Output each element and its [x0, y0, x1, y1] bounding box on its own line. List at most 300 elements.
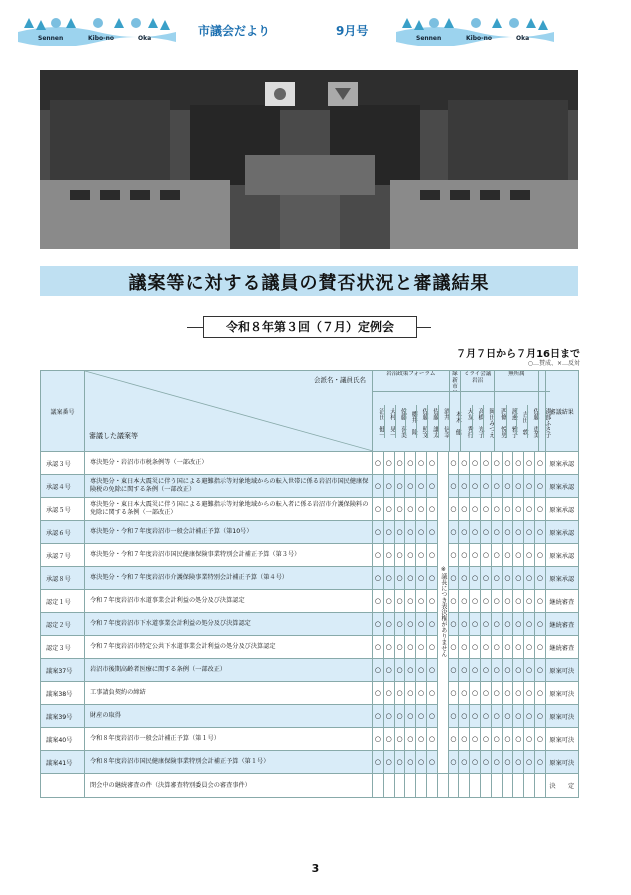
vote-cell: ○: [534, 705, 545, 728]
vote-cell: ○: [448, 705, 459, 728]
vote-cell: ○: [394, 498, 405, 521]
vote-cell: ○: [470, 521, 481, 544]
vote-cell: ○: [502, 613, 513, 636]
vote-cell: ○: [394, 590, 405, 613]
vote-cell: ○: [459, 475, 470, 498]
vote-cell: ○: [416, 544, 427, 567]
bill-number: 承認８号: [41, 567, 85, 590]
faction-name: 岩沼政策フォーラム: [373, 371, 449, 392]
vote-cell: ○: [373, 567, 384, 590]
vote-cell: ○: [459, 498, 470, 521]
vote-cell: ○: [470, 613, 481, 636]
vote-cell: ○: [405, 636, 416, 659]
bill-result: 継続審査: [545, 590, 578, 613]
vote-cell: ○: [513, 475, 524, 498]
vote-cell: ○: [416, 659, 427, 682]
vote-cell: ○: [426, 475, 437, 498]
vote-cell: ○: [491, 659, 502, 682]
vote-cell: ○: [470, 475, 481, 498]
vote-cell: ○: [426, 636, 437, 659]
vote-cell: ○: [534, 613, 545, 636]
vote-cell: ○: [459, 636, 470, 659]
vote-cell: ○: [480, 682, 491, 705]
vote-cell: ○: [416, 475, 427, 498]
vote-legend: ○…賛成、×…反対: [527, 360, 580, 367]
vote-cell: ○: [491, 544, 502, 567]
vote-cell: ○: [534, 475, 545, 498]
bill-number: 議案38号: [41, 682, 85, 705]
vote-cell: ○: [383, 590, 394, 613]
vote-cell: ○: [416, 705, 427, 728]
assembly-hall-photo: [40, 70, 578, 249]
member-name: 酒井 信幸: [438, 405, 449, 438]
vote-cell: ○: [534, 567, 545, 590]
vote-cell: ○: [394, 567, 405, 590]
member-name: 佐藤 謙太: [427, 405, 438, 438]
vote-cell: ○: [491, 705, 502, 728]
page-title: 議案等に対する議員の賛否状況と審議結果: [128, 273, 490, 294]
bill-row: [41, 728, 579, 751]
faction-group: [538, 371, 550, 451]
vote-cell: ○: [394, 613, 405, 636]
vote-cell: ○: [502, 452, 513, 475]
vote-cell: ○: [524, 521, 535, 544]
vote-cell: ○: [524, 636, 535, 659]
bill-number: 認定１号: [41, 590, 85, 613]
vote-cell: ○: [448, 567, 459, 590]
ribbon-word-3: Oka: [138, 35, 152, 42]
vote-cell: ○: [524, 728, 535, 751]
vote-cell: ○: [416, 521, 427, 544]
abstain-note: ※議長につき表決権がありません: [437, 452, 448, 774]
vote-cell: ○: [480, 567, 491, 590]
title-band: [40, 266, 578, 296]
vote-cell: ○: [480, 498, 491, 521]
member-name: 大村 晃一: [384, 405, 395, 438]
vote-cell: ○: [502, 728, 513, 751]
vote-cell: ○: [459, 544, 470, 567]
vote-cell: ○: [416, 590, 427, 613]
vote-cell: ○: [394, 728, 405, 751]
bill-title: 閉会中の継続審査の件（決算審査特別委員会の審査事件）: [85, 774, 373, 798]
vote-cell: ○: [405, 452, 416, 475]
vote-cell: ○: [524, 659, 535, 682]
vote-cell: ○: [459, 590, 470, 613]
vote-cell: ○: [448, 521, 459, 544]
vote-cell: ○: [373, 636, 384, 659]
ribbon-right: [396, 18, 554, 46]
vote-cell: ○: [405, 705, 416, 728]
vote-cell: ○: [383, 659, 394, 682]
vote-cell: ○: [524, 751, 535, 774]
vote-cell: ○: [405, 544, 416, 567]
vote-cell: ○: [491, 590, 502, 613]
vote-cell: ○: [373, 498, 384, 521]
vote-cell: ○: [448, 613, 459, 636]
vote-cell: ○: [470, 636, 481, 659]
vote-cell: ○: [502, 751, 513, 774]
vote-cell: ○: [448, 682, 459, 705]
member-name: 櫻井 隆: [405, 408, 416, 435]
bill-result: 原案可決: [545, 659, 578, 682]
bill-row: [41, 682, 579, 705]
vote-cell: ○: [513, 705, 524, 728]
vote-cell: ○: [480, 544, 491, 567]
bill-number: 承認３号: [41, 452, 85, 475]
faction-group: [449, 371, 461, 451]
vote-cell: ○: [502, 705, 513, 728]
vote-cell: ○: [480, 475, 491, 498]
vote-cell: [513, 774, 524, 798]
vote-cell: [480, 774, 491, 798]
vote-cell: ○: [513, 567, 524, 590]
issue-label: 9月号: [336, 24, 369, 38]
vote-cell: ○: [524, 590, 535, 613]
vote-cell: [394, 774, 405, 798]
bill-number: 認定３号: [41, 636, 85, 659]
vote-cell: [426, 774, 437, 798]
vote-cell: ○: [502, 682, 513, 705]
vote-cell: ○: [491, 498, 502, 521]
vote-cell: ○: [448, 636, 459, 659]
vote-cell: ○: [383, 728, 394, 751]
vote-cell: ○: [405, 475, 416, 498]
vote-cell: ○: [426, 452, 437, 475]
vote-cell: ○: [513, 521, 524, 544]
vote-cell: ○: [470, 728, 481, 751]
vote-cell: ○: [470, 705, 481, 728]
bill-result: 決 定: [545, 774, 578, 798]
bill-row: [41, 475, 579, 498]
bill-title: 専決処分・東日本大震災に伴う国による避難指示等対象地域からの転入世帯に係る岩沼市国民健康保険税の免除に関する条例（一部改正）: [85, 475, 373, 498]
vote-cell: ○: [373, 590, 384, 613]
bill-title: 令和８年度岩沼市国民健康保険事業特別会計補正予算（第１号）: [85, 751, 373, 774]
vote-cell: ○: [470, 590, 481, 613]
vote-cell: ○: [502, 567, 513, 590]
vote-cell: ○: [448, 544, 459, 567]
vote-cell: ○: [502, 521, 513, 544]
vote-table: [40, 370, 579, 798]
bill-result: 原案可決: [545, 682, 578, 705]
vote-cell: [448, 774, 459, 798]
vote-cell: ○: [491, 751, 502, 774]
vote-cell: ○: [373, 728, 384, 751]
faction-group: [373, 371, 449, 451]
vote-cell: ○: [405, 613, 416, 636]
vote-cell: ○: [513, 452, 524, 475]
vote-cell: ○: [491, 728, 502, 751]
header-faction-label: 会派名・議員氏名: [314, 376, 366, 384]
vote-cell: ○: [383, 682, 394, 705]
vote-cell: ○: [394, 751, 405, 774]
bill-title: 専決処分・令和７年度岩沼市国民健康保険事業特別会計補正予算（第３号）: [85, 544, 373, 567]
ribbon-left: [18, 18, 176, 46]
bill-number: [41, 774, 85, 798]
vote-cell: ○: [524, 682, 535, 705]
vote-cell: ○: [448, 475, 459, 498]
bill-result: 原案承認: [545, 452, 578, 475]
vote-cell: ○: [448, 728, 459, 751]
vote-cell: ○: [491, 636, 502, 659]
vote-cell: ○: [502, 659, 513, 682]
vote-cell: [491, 774, 502, 798]
vote-cell: ○: [426, 590, 437, 613]
vote-cell: ○: [513, 659, 524, 682]
vote-cell: ○: [459, 659, 470, 682]
vote-cell: ○: [459, 452, 470, 475]
vote-cell: ○: [480, 521, 491, 544]
vote-cell: ○: [416, 636, 427, 659]
bill-row: [41, 613, 579, 636]
faction-name: [539, 371, 550, 392]
member-name: 岡田みつえ: [483, 405, 494, 438]
vote-cell: ○: [383, 751, 394, 774]
vote-cell: ○: [534, 452, 545, 475]
member-name: 吉田 敦: [516, 408, 527, 435]
vote-cell: ○: [480, 751, 491, 774]
vote-cell: ○: [426, 567, 437, 590]
vote-cell: ○: [480, 659, 491, 682]
vote-cell: ○: [459, 728, 470, 751]
vote-cell: ○: [470, 567, 481, 590]
vote-cell: ○: [502, 636, 513, 659]
vote-cell: ○: [459, 567, 470, 590]
member-name: 湊部ふさ子: [543, 408, 551, 438]
vote-cell: ○: [459, 705, 470, 728]
vote-cell: ○: [470, 452, 481, 475]
vote-cell: ○: [448, 452, 459, 475]
bill-number: 承認４号: [41, 475, 85, 498]
vote-cell: ○: [373, 452, 384, 475]
vote-cell: ○: [491, 613, 502, 636]
bill-number: 議案37号: [41, 659, 85, 682]
vote-cell: ○: [383, 498, 394, 521]
bill-row: [41, 659, 579, 682]
bill-row: [41, 567, 579, 590]
bill-title: 専決処分・令和７年度岩沼市一般会計補正予算（第10号）: [85, 521, 373, 544]
vote-cell: ○: [491, 452, 502, 475]
vote-cell: ○: [534, 682, 545, 705]
bill-row: [41, 751, 579, 774]
vote-cell: ○: [524, 705, 535, 728]
member-name: 佐藤 照文: [416, 405, 427, 438]
vote-cell: ○: [383, 544, 394, 567]
faction-name: 緑新市: [450, 371, 461, 392]
bill-title: 専決処分・岩沼市市税条例等（一部改正）: [85, 452, 373, 475]
header-bill-title: [85, 371, 373, 452]
vote-cell: ○: [426, 751, 437, 774]
vote-cell: ○: [405, 682, 416, 705]
bill-result: 原案承認: [545, 521, 578, 544]
bill-result: 継続審査: [545, 613, 578, 636]
vote-cell: ○: [448, 498, 459, 521]
vote-cell: ○: [426, 682, 437, 705]
session-label: 令和８年第３回（７月）定例会: [203, 316, 417, 338]
vote-cell: ○: [448, 659, 459, 682]
vote-cell: ○: [448, 590, 459, 613]
member-name: 沼田 健一: [377, 408, 385, 438]
bill-row: [41, 636, 579, 659]
vote-cell: ○: [470, 659, 481, 682]
magazine-title: 市議会だより: [198, 24, 271, 38]
vote-cell: ○: [502, 544, 513, 567]
vote-cell: ○: [513, 498, 524, 521]
faction-name: ミライ会議岩沼: [461, 371, 493, 392]
header-diagonal: [85, 371, 373, 451]
member-name: 西條 悦男: [499, 408, 507, 438]
vote-cell: ○: [513, 636, 524, 659]
bill-result: 原案可決: [545, 728, 578, 751]
ribbon-word-2: Kibo-no: [466, 35, 493, 42]
bill-title: 令和７年度岩沼市下水道事業会計利益の処分及び決算認定: [85, 613, 373, 636]
vote-cell: ○: [416, 728, 427, 751]
vote-cell: ○: [480, 613, 491, 636]
vote-cell: ○: [534, 590, 545, 613]
vote-cell: ○: [416, 452, 427, 475]
bill-number: 認定２号: [41, 613, 85, 636]
ribbon-word-1: Sennen: [416, 35, 442, 42]
bill-row: [41, 452, 579, 475]
bill-result: 原案承認: [545, 498, 578, 521]
vote-cell: ○: [426, 544, 437, 567]
member-name: 本木 健: [454, 411, 462, 435]
vote-cell: [416, 774, 427, 798]
vote-cell: ○: [373, 682, 384, 705]
bill-row: [41, 521, 579, 544]
vote-cell: ○: [373, 475, 384, 498]
vote-cell: ○: [534, 728, 545, 751]
vote-cell: ○: [491, 567, 502, 590]
vote-cell: ○: [480, 728, 491, 751]
vote-cell: ○: [502, 475, 513, 498]
header-result: 審議結果: [545, 371, 578, 452]
vote-cell: ○: [470, 544, 481, 567]
vote-cell: ○: [534, 498, 545, 521]
header-bill-title-label: 審議した議案等: [89, 432, 138, 440]
vote-cell: ○: [394, 659, 405, 682]
vote-cell: ○: [534, 659, 545, 682]
bill-title: 専決処分・東日本大震災に伴う国による避難指示等対象地域からの転入者に係る岩沼市介護保険料の免除に関する条例（一部改正）: [85, 498, 373, 521]
vote-cell: ○: [524, 498, 535, 521]
vote-cell: [405, 774, 416, 798]
vote-cell: ○: [405, 728, 416, 751]
vote-cell: ○: [416, 567, 427, 590]
vote-cell: ○: [373, 521, 384, 544]
vote-cell: ○: [405, 521, 416, 544]
vote-cell: ○: [502, 590, 513, 613]
vote-cell: ○: [383, 613, 394, 636]
bill-title: 令和７年度岩沼市特定公共下水道事業会計利益の処分及び決算認定: [85, 636, 373, 659]
faction-group: [494, 371, 538, 451]
vote-cell: ○: [373, 659, 384, 682]
vote-cell: ○: [513, 544, 524, 567]
vote-cell: ○: [416, 498, 427, 521]
bill-row: [41, 544, 579, 567]
vote-cell: ○: [480, 590, 491, 613]
vote-cell: ○: [426, 659, 437, 682]
vote-cell: ○: [426, 705, 437, 728]
vote-cell: ○: [383, 521, 394, 544]
vote-cell: ○: [426, 613, 437, 636]
vote-cell: ○: [448, 751, 459, 774]
vote-cell: ○: [513, 613, 524, 636]
vote-cell: ○: [394, 521, 405, 544]
vote-cell: ○: [394, 705, 405, 728]
vote-cell: ○: [491, 682, 502, 705]
vote-cell: [502, 774, 513, 798]
page-number: 3: [311, 862, 320, 875]
vote-cell: [534, 774, 545, 798]
header-bill-number: 議案番号: [41, 371, 85, 452]
member-name: 高橋 光子: [472, 405, 483, 438]
vote-cell: ○: [416, 682, 427, 705]
vote-cell: ○: [534, 521, 545, 544]
bill-row: [41, 590, 579, 613]
bill-number: 議案41号: [41, 751, 85, 774]
bill-number: 承認５号: [41, 498, 85, 521]
vote-cell: ○: [459, 682, 470, 705]
ribbon-word-2: Kibo-no: [88, 35, 115, 42]
vote-cell: ○: [534, 636, 545, 659]
vote-cell: ○: [373, 613, 384, 636]
bill-title: 令和７年度岩沼市水道事業会計利益の処分及び決算認定: [85, 590, 373, 613]
vote-cell: ○: [513, 751, 524, 774]
vote-cell: ○: [480, 452, 491, 475]
member-name: 大友 秀行: [466, 408, 474, 438]
vote-cell: ○: [405, 498, 416, 521]
vote-cell: ○: [534, 544, 545, 567]
vote-cell: ○: [480, 705, 491, 728]
assembly-hall-illustration: [40, 70, 578, 249]
vote-cell: ○: [383, 636, 394, 659]
vote-cell: ○: [405, 590, 416, 613]
masthead: [18, 12, 614, 48]
bill-title: 令和８年度岩沼市一般会計補正予算（第１号）: [85, 728, 373, 751]
vote-cell: [383, 774, 394, 798]
vote-cell: ○: [524, 544, 535, 567]
table-header-row: [41, 371, 579, 452]
vote-cell: ○: [459, 751, 470, 774]
member-header: [373, 371, 551, 452]
vote-cell: ○: [524, 452, 535, 475]
vote-cell: [524, 774, 535, 798]
vote-cell: ○: [394, 544, 405, 567]
vote-cell: ○: [373, 705, 384, 728]
bill-title: 財産の取得: [85, 705, 373, 728]
vote-cell: ○: [491, 475, 502, 498]
vote-cell: ○: [416, 613, 427, 636]
bill-title: 工事請負契約の締結: [85, 682, 373, 705]
member-name: 佐藤 喜美: [395, 405, 406, 438]
bill-result: 原案承認: [545, 567, 578, 590]
vote-cell: ○: [470, 498, 481, 521]
bill-row: [41, 498, 579, 521]
vote-cell: ○: [416, 751, 427, 774]
vote-cell: ○: [534, 751, 545, 774]
bill-number: 議案40号: [41, 728, 85, 751]
vote-cell: ○: [459, 521, 470, 544]
vote-cell: ○: [383, 567, 394, 590]
vote-cell: ○: [394, 475, 405, 498]
bill-number: 承認６号: [41, 521, 85, 544]
faction-name: 無所属: [495, 371, 538, 392]
vote-cell: ○: [394, 452, 405, 475]
vote-cell: ○: [405, 659, 416, 682]
vote-cell: ○: [394, 682, 405, 705]
bill-result: 継続審査: [545, 636, 578, 659]
vote-cell: [459, 774, 470, 798]
vote-cell: ○: [426, 521, 437, 544]
